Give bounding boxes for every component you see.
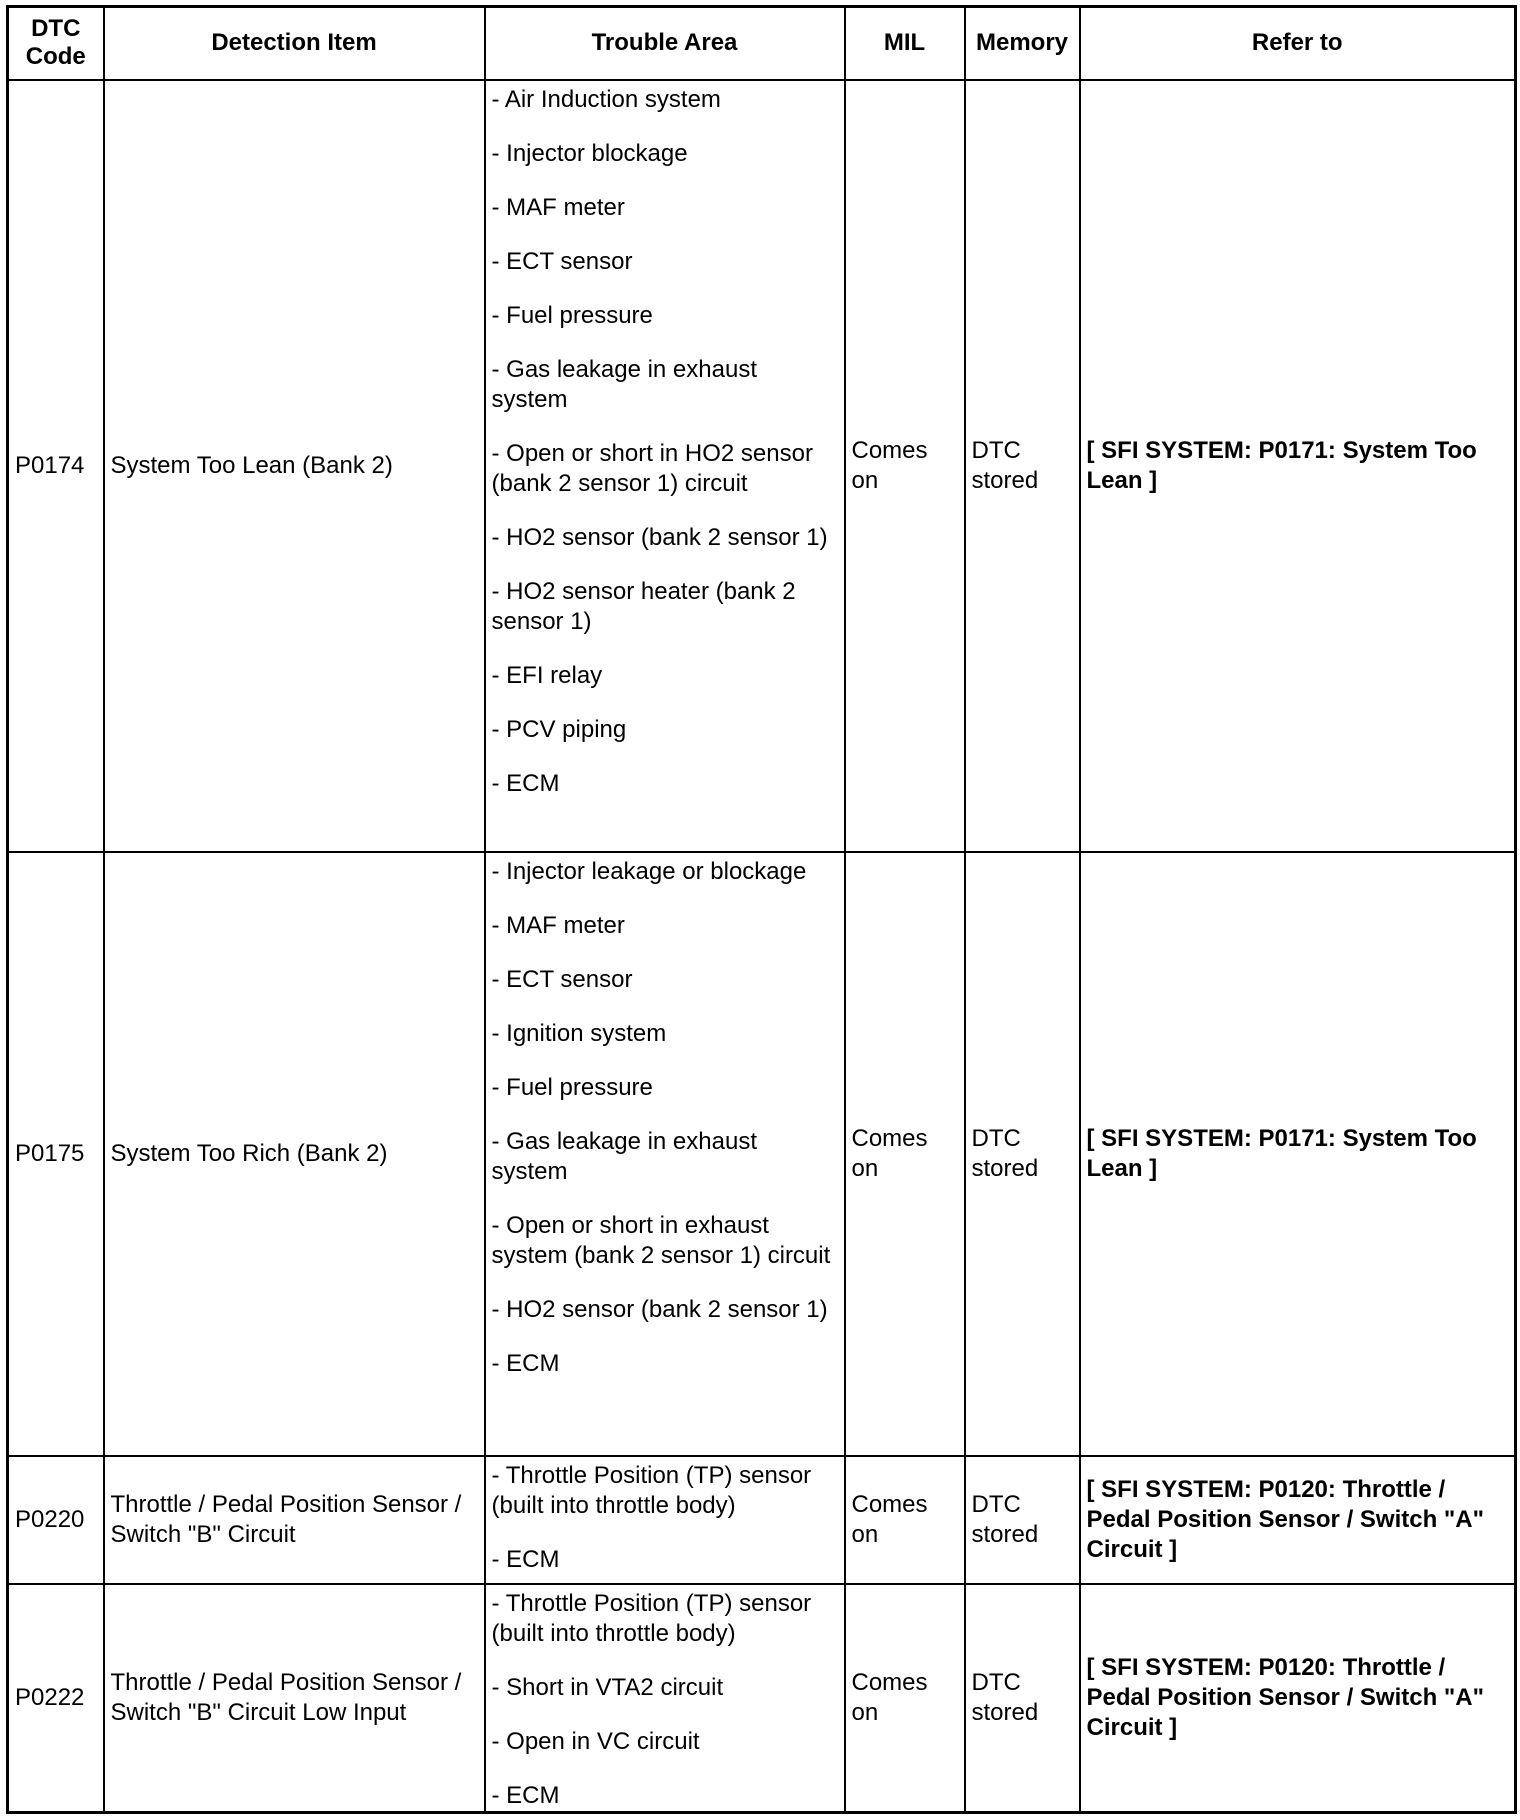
trouble-area-item: - EFI relay bbox=[491, 661, 603, 689]
header-trouble-area: Trouble Area bbox=[485, 7, 845, 80]
refer-to-link[interactable]: [ SFI SYSTEM: P0171: System Too Lean ] bbox=[1080, 80, 1516, 852]
mil-cell: Comes on bbox=[845, 1456, 965, 1584]
trouble-area-item: - ECM bbox=[491, 769, 560, 797]
memory-cell: DTC stored bbox=[965, 852, 1080, 1456]
trouble-area-item: - HO2 sensor heater (bank 2 sensor 1) bbox=[491, 577, 796, 635]
trouble-area-item: - ECT sensor bbox=[491, 965, 633, 993]
table-row bbox=[8, 852, 1516, 1456]
trouble-area-item: - Gas leakage in exhaust system bbox=[491, 1127, 757, 1185]
dtc-table bbox=[6, 5, 1517, 1814]
trouble-area-item: - Fuel pressure bbox=[491, 301, 653, 329]
trouble-area-item: - Ignition system bbox=[491, 1019, 667, 1047]
trouble-area-item: - Injector blockage bbox=[491, 139, 688, 167]
trouble-area-cell bbox=[485, 1456, 845, 1584]
detection-item-cell: System Too Lean (Bank 2) bbox=[104, 80, 485, 852]
trouble-area-cell bbox=[485, 80, 845, 852]
dtc-code-cell: P0174 bbox=[8, 80, 104, 852]
table-row bbox=[8, 1584, 1516, 1813]
trouble-area-item: - PCV piping bbox=[491, 715, 627, 743]
dtc-code-cell: P0175 bbox=[8, 852, 104, 1456]
trouble-area-item: - Short in VTA2 circuit bbox=[491, 1673, 724, 1701]
mil-cell: Comes on bbox=[845, 852, 965, 1456]
trouble-area-item: - HO2 sensor (bank 2 sensor 1) bbox=[491, 1295, 828, 1323]
table-row bbox=[8, 80, 1516, 852]
memory-cell: DTC stored bbox=[965, 1584, 1080, 1813]
trouble-area-item: - Open or short in exhaust system (bank 2 sensor 1) circuit bbox=[491, 1211, 831, 1269]
header-row bbox=[8, 7, 1516, 80]
trouble-area-item: - MAF meter bbox=[491, 193, 625, 221]
mil-cell: Comes on bbox=[845, 1584, 965, 1813]
trouble-area-item: - Throttle Position (TP) sensor (built into throttle body) bbox=[491, 1589, 812, 1647]
refer-to-link[interactable]: [ SFI SYSTEM: P0120: Throttle / Pedal Position Sensor / Switch "A" Circuit ] bbox=[1080, 1456, 1516, 1584]
table-row bbox=[8, 1456, 1516, 1584]
trouble-area-cell bbox=[485, 852, 845, 1456]
trouble-area-cell bbox=[485, 1584, 845, 1813]
trouble-area-item: - Gas leakage in exhaust system bbox=[491, 355, 757, 413]
mil-cell: Comes on bbox=[845, 80, 965, 852]
dtc-code-cell: P0222 bbox=[8, 1584, 104, 1813]
trouble-area-item: - ECT sensor bbox=[491, 247, 633, 275]
detection-item-cell: Throttle / Pedal Position Sensor / Switch "B" Circuit Low Input bbox=[104, 1584, 485, 1813]
detection-item-cell: System Too Rich (Bank 2) bbox=[104, 852, 485, 1456]
trouble-area-item: - Air Induction system bbox=[491, 85, 721, 113]
trouble-area-item: - Open in VC circuit bbox=[491, 1727, 700, 1755]
memory-cell: DTC stored bbox=[965, 1456, 1080, 1584]
trouble-area-item: - Throttle Position (TP) sensor (built into throttle body) bbox=[491, 1461, 812, 1519]
trouble-area-item: - MAF meter bbox=[491, 911, 625, 939]
header-memory: Memory bbox=[965, 7, 1080, 80]
refer-to-link[interactable]: [ SFI SYSTEM: P0120: Throttle / Pedal Position Sensor / Switch "A" Circuit ] bbox=[1080, 1584, 1516, 1813]
trouble-area-item: - Open or short in HO2 sensor (bank 2 sensor 1) circuit bbox=[491, 439, 813, 497]
trouble-area-item: - ECM bbox=[491, 1781, 560, 1809]
memory-cell: DTC stored bbox=[965, 80, 1080, 852]
header-refer-to: Refer to bbox=[1080, 7, 1516, 80]
header-mil: MIL bbox=[845, 7, 965, 80]
header-detection-item: Detection Item bbox=[104, 7, 485, 80]
trouble-area-item: - Fuel pressure bbox=[491, 1073, 653, 1101]
refer-to-link[interactable]: [ SFI SYSTEM: P0171: System Too Lean ] bbox=[1080, 852, 1516, 1456]
detection-item-cell: Throttle / Pedal Position Sensor / Switch "B" Circuit bbox=[104, 1456, 485, 1584]
trouble-area-item: - ECM bbox=[491, 1545, 560, 1573]
trouble-area-item: - Injector leakage or blockage bbox=[491, 857, 807, 885]
trouble-area-item: - ECM bbox=[491, 1349, 560, 1377]
trouble-area-item: - HO2 sensor (bank 2 sensor 1) bbox=[491, 523, 828, 551]
header-dtc-code: DTC Code bbox=[8, 7, 104, 80]
dtc-code-cell: P0220 bbox=[8, 1456, 104, 1584]
